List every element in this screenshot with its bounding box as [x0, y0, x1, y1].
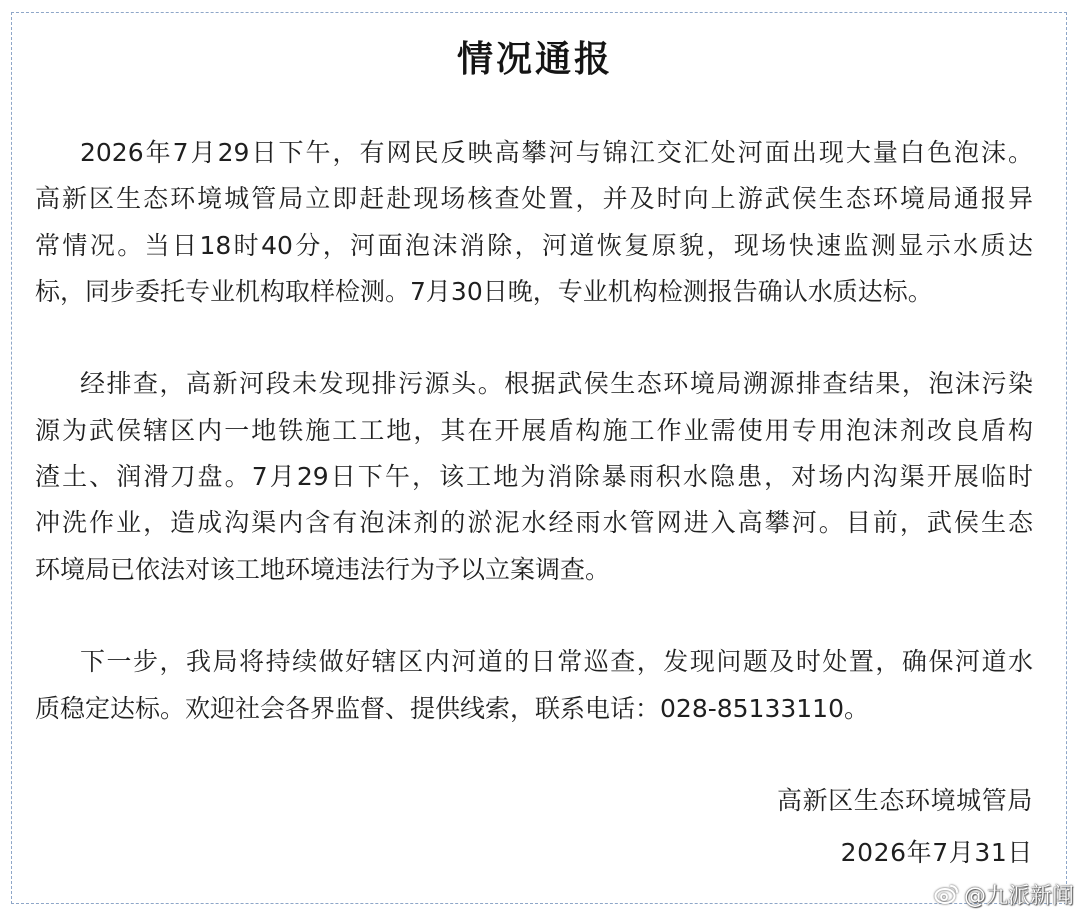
paragraph-line: 渣土、润滑刀盘。7月29日下午，该工地为消除暴雨积水隐患，对场内沟渠开展临时: [35, 462, 1033, 492]
paragraph-line: 冲洗作业，造成沟渠内含有泡沫剂的淤泥水经雨水管网进入高攀河。目前，武侯生态: [35, 508, 1033, 538]
paragraph-line: 高新区生态环境城管局立即赶赴现场核查处置，并及时向上游武侯生态环境局通报异: [35, 184, 1033, 214]
paragraph-3: [35, 639, 1033, 732]
paragraph-line: 质稳定达标。欢迎社会各界监督、提供线索，联系电话：028-85133110。: [35, 693, 869, 723]
paragraph-line: 环境局已依法对该工地环境违法行为予以立案调查。: [35, 554, 611, 584]
issue-date: 2026年7月31日: [840, 838, 1033, 867]
weibo-icon: [934, 883, 960, 905]
paragraph-line: 源为武侯辖区内一地铁施工工地，其在开展盾构施工作业需使用专用泡沫剂改良盾构: [35, 415, 1033, 445]
paragraph-line: 2026年7月29日下午，有网民反映高攀河与锦江交汇处河面出现大量白色泡沫。: [80, 138, 1033, 167]
issuer-signature: 高新区生态环境城管局: [776, 786, 1033, 815]
watermark: [934, 878, 1074, 910]
document-body: [35, 130, 1033, 778]
document-title: 情况通报: [456, 39, 613, 80]
watermark-text: @九派新闻: [963, 883, 1074, 909]
paragraph-line: 常情况。当日18时40分，河面泡沫消除，河道恢复原貌，现场快速监测显示水质达: [35, 230, 1033, 260]
paragraph-2: [35, 361, 1033, 592]
paragraph-1: [35, 130, 1033, 315]
paragraph-line: 标，同步委托专业机构取样检测。7月30日晚，专业机构检测报告确认水质达标。: [35, 276, 933, 306]
paragraph-line: 下一步，我局将持续做好辖区内河道的日常巡查，发现问题及时处置，确保河道水: [80, 647, 1033, 677]
paragraph-line: 经排查，高新河段未发现排污源头。根据武侯生态环境局溯源排查结果，泡沫污染: [80, 369, 1033, 399]
